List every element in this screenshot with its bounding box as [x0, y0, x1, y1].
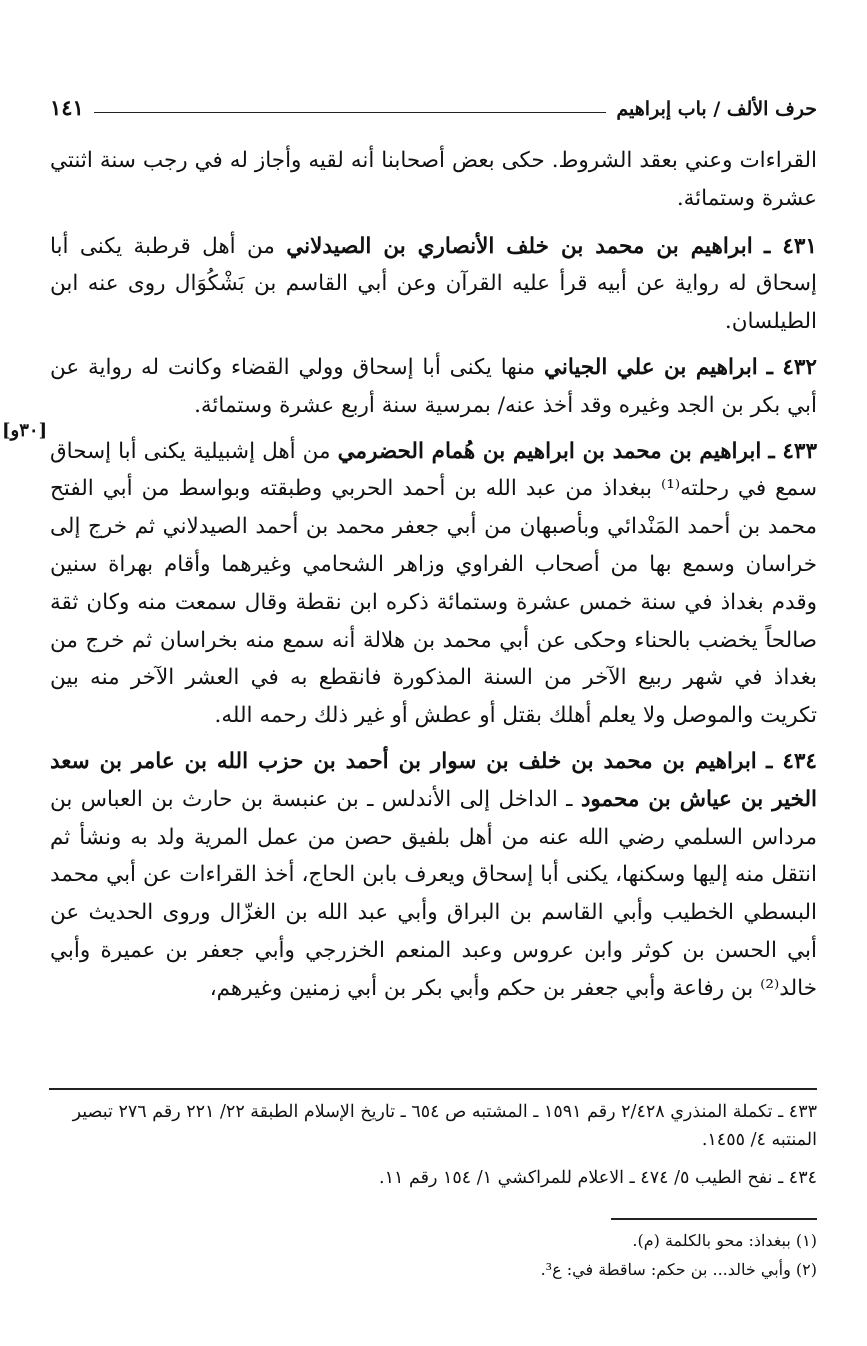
- entry-text: من أهل إشبيلية يكنى أبا إسحاق سمع في رحلته⁽¹⁾ ببغداذ من عبد الله بن أحمد الحربي وطبقته وبواسط من أبي الفتح محمد بن أحمد المَنْدائي وبأصبهان من أبي جعفر محمد بن أحمد الصيدلاني ثم خرج إلى خراسان وسمع بها من أصحاب الفراوي وزاهر الشحامي وغيرهما وأقام بهراة سنين وقدم بغداذ في سنة خمس عشرة وستمائة ذكره ابن نقطة وقال سمعت منه وكان ثقة صالحاً يخضب بالحناء وحكى عن أبي محمد بن هلالة أنه سمع منه بخراسان ثم خرج من بغداذ في شهر ربيع الآخر من السنة المذكورة فانقطع به في العشر الآخر منه بين تكريت والموصل ولا يعلم أهلك بقتل أو عطش أو غير ذلك رحمه الله.: [50, 438, 818, 729]
- entry-433: [50, 433, 817, 735]
- entry-number: ٤٣٢ ـ: [766, 354, 817, 380]
- entry-434: [50, 743, 817, 1008]
- entry-name: ابراهيم بن محمد بن ابراهيم بن هُمام الحضرمي: [337, 438, 762, 464]
- entry-text: من أهل قرطبة يكنى أبا إسحاق له رواية عن أبيه قرأ عليه القرآن وعن أبي القاسم بن بَشْكُوَال روى عنه ابن الطيلسان.: [50, 233, 817, 335]
- entry-number: ٤٣٤ ـ: [766, 748, 817, 774]
- chapter-title: حرف الألف / باب إبراهيم: [616, 98, 817, 120]
- entry-text: منها يكنى أبا إسحاق وولي القضاء وكانت له رواية عن أبي بكر بن الجد وغيره وقد أخذ عنه/ بمرسية سنة أربع عشرة وستمائة.: [50, 354, 817, 418]
- footnotes: [50, 1226, 817, 1284]
- source-notes: [50, 1098, 817, 1202]
- source-note-433: ٤٣٣ ـ تكملة المنذري ٢/٤٢٨ رقم ١٥٩١ ـ المشتبه ص ٦٥٤ ـ تاريخ الإسلام الطبقة ٢٢/ ٢٢١ رقم ٢٧٦ تبصير المنتبه ٤/ ١٤٥٥.: [72, 1102, 817, 1150]
- entry-name: ابراهيم بن علي الجياني: [543, 354, 758, 380]
- header-rule: [94, 112, 607, 113]
- main-text: [50, 142, 817, 1016]
- footnote-2: (٢) وأبي خالد... بن حكم: ساقطة في: ع³.: [540, 1260, 817, 1279]
- manuscript-folio-marker: [٣٠و]: [2, 420, 48, 441]
- entry-number: ٤٣١ ـ: [764, 233, 817, 259]
- entry-name: ابراهيم بن محمد بن خلف بن سوار بن أحمد بن حزب الله بن عامر بن سعد الخير بن عياش بن محمود: [50, 748, 817, 812]
- source-note-434: ٤٣٤ ـ نفح الطيب ٥/ ٤٧٤ ـ الاعلام للمراكشي ١/ ١٥٤ رقم ١١.: [379, 1168, 817, 1188]
- running-header: [50, 86, 817, 120]
- notes-divider: [49, 1088, 817, 1090]
- entry-number: ٤٣٣ ـ: [768, 438, 817, 464]
- continuation-paragraph: القراءات وعني بعقد الشروط. حكى بعض أصحابنا أنه لقيه وأجاز له في رجب سنة اثنتي عشرة وستمائة.: [50, 148, 817, 211]
- entry-431: [50, 228, 817, 341]
- entry-name: ابراهيم بن محمد بن خلف الأنصاري بن الصيدلاني: [286, 233, 753, 259]
- entry-432: [50, 349, 817, 425]
- page-number: ١٤١: [50, 95, 84, 120]
- footnote-1: (١) ببغداذ: محو بالكلمة (م).: [632, 1231, 817, 1250]
- footnotes-divider: [611, 1218, 817, 1220]
- entry-text: ـ الداخل إلى الأندلس ـ بن عنبسة بن حارث بن العباس بن مرداس السلمي رضي الله عنه من أهل بلفيق حصن من عمل المرية ولد به ونشأ ثم انتقل منه إليها وسكنها، يكنى أبا إسحاق ويعرف بابن الحاج، أخذ القراءات عن أبي محمد البسطي الخطيب وأبي القاسم بن البراق وأبي عبد الله بن الغزّال وروى الحديث عن أبي الحسن بن كوثر وابن عروس وعبد المنعم الخزرجي وأبي جعفر بن عميرة وأبي خالد⁽²⁾ بن رفاعة وأبي جعفر بن حكم وأبي بكر بن أبي زمنين وغيرهم،: [50, 786, 817, 1001]
